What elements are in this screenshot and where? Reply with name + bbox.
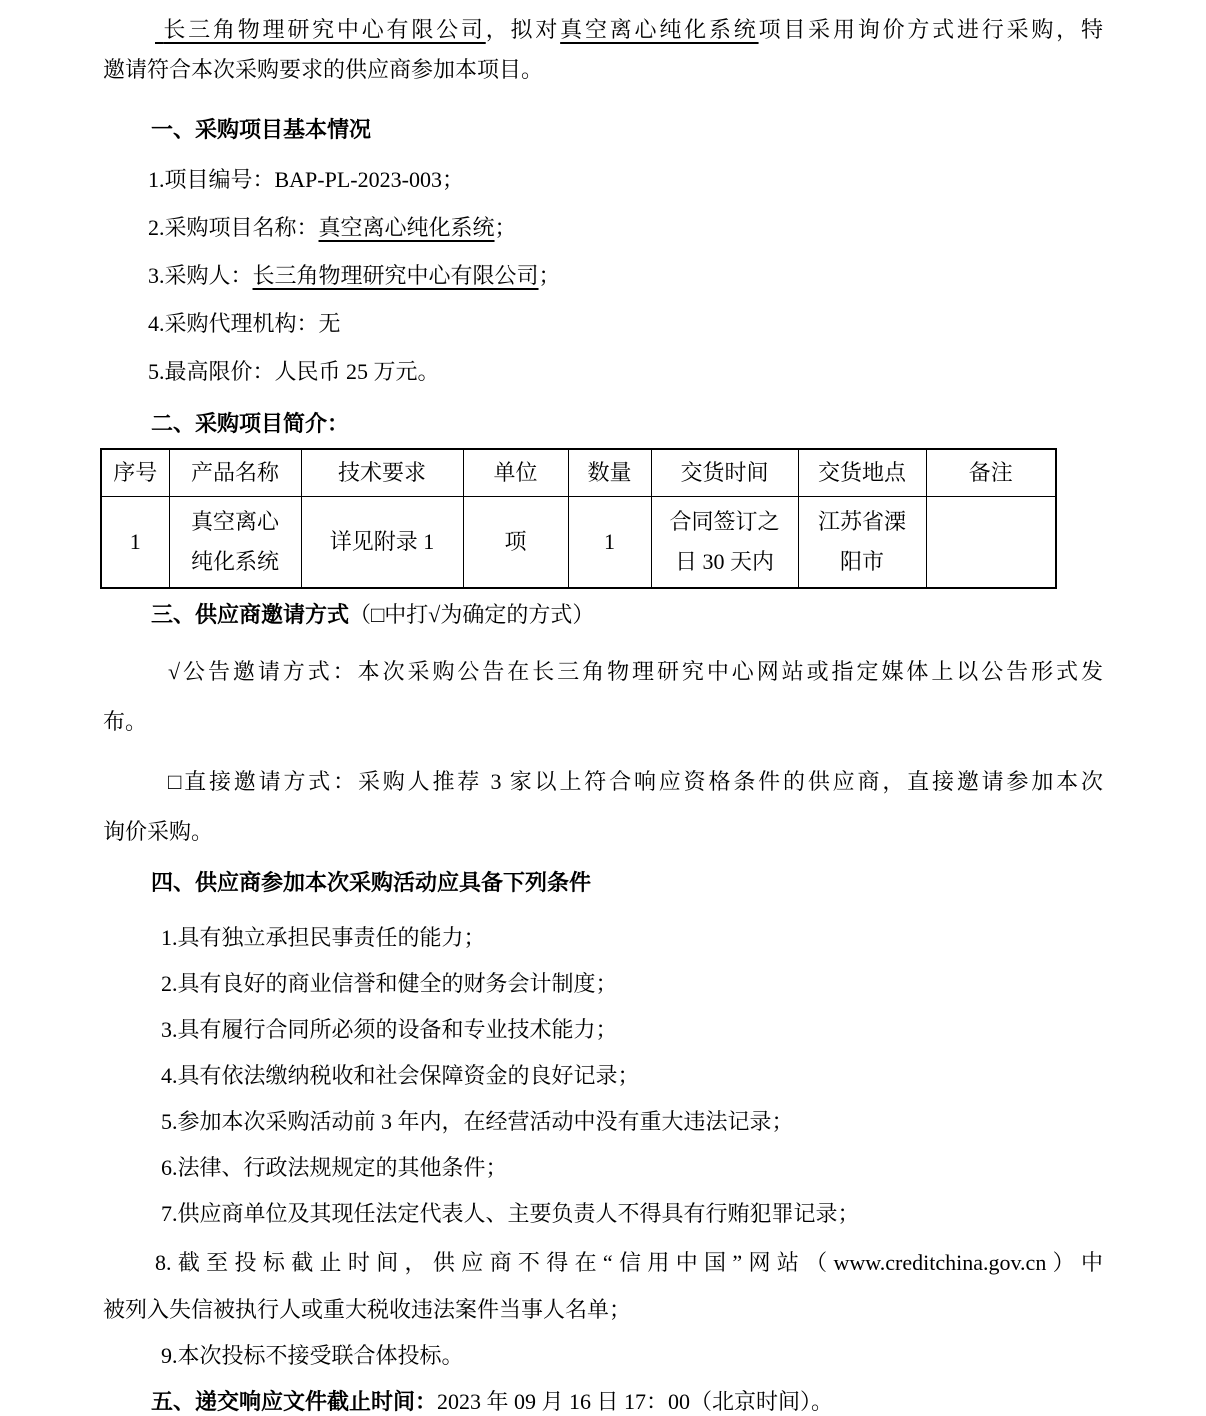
item-project-name-suffix: ； [494,215,517,240]
intro-paragraph-line-2: 邀请符合本次采购要求的供应商参加本项目。 [103,57,544,82]
cell-delivery-time: 合同签订之 日 30 天内 [651,497,798,589]
header-remark: 备注 [926,449,1056,497]
item-project-name [103,204,1103,252]
cell-seq: 1 [101,497,169,589]
cell-remark [926,497,1056,589]
header-product: 产品名称 [169,449,301,497]
section-3-heading [103,599,1103,631]
header-seq: 序号 [101,449,169,497]
header-delivery-place: 交货地点 [798,449,926,497]
condition-item-5: 5.参加本次采购活动前 3 年内，在经营活动中没有重大违法记录； [161,1109,794,1134]
direct-invite-line-1: □直接邀请方式：采购人推荐 3 家以上符合响应资格条件的供应商，直接邀请参加本次 [168,769,1103,794]
cell-unit: 项 [463,497,568,589]
header-unit: 单位 [463,449,568,497]
section-4-heading: 四、供应商参加本次采购活动应具备下列条件 [151,870,592,895]
table-row [101,497,1056,589]
condition-item-1: 1.具有独立承担民事责任的能力； [161,925,486,950]
item-agency: 4.采购代理机构：无 [148,311,341,336]
item-purchaser [103,252,1103,300]
condition-item-3: 3.具有履行合同所必须的设备和专业技术能力； [161,1017,618,1042]
procurement-table [100,448,1057,589]
condition-item-8-line-1: 8.截至投标截止时间，供应商不得在“信用中国”网站（www.creditchina.gov.cn）中 [155,1250,1103,1275]
condition-item-4: 4.具有依法缴纳税收和社会保障资金的良好记录； [161,1063,640,1088]
cell-qty: 1 [568,497,651,589]
section-3-heading-note: （□中打√为确定的方式） [349,602,595,627]
section-1-list [103,156,1103,396]
section-2-heading: 二、采购项目简介： [151,411,350,436]
item-project-name-label: 2.采购项目名称： [148,215,319,240]
section-5-heading [103,1385,1103,1416]
item-price-limit: 5.最高限价：人民币 25 万元。 [148,359,440,384]
cell-product: 真空离心 纯化系统 [169,497,301,589]
section-5-heading-bold: 五、递交响应文件截止时间： [151,1389,438,1414]
item-purchaser-value: 长三角物理研究中心有限公司 [252,263,539,288]
cell-tech: 详见附录 1 [301,497,463,589]
public-invite-line-2: 布。 [103,709,148,734]
intro-text-sep: ，拟对 [485,17,561,42]
deadline-value: 2023 年 09 月 16 日 17：00（北京时间）。 [437,1389,834,1414]
condition-item-6: 6.法律、行政法规规定的其他条件； [161,1155,508,1180]
buyer-name-underlined: 长三角物理研究中心有限公司 [163,17,486,42]
condition-item-8-line-2: 被列入失信被执行人或重大税收违法案件当事人名单； [103,1297,632,1322]
cell-delivery-place: 江苏省溧 阳市 [798,497,926,589]
item-project-name-value: 真空离心纯化系统 [318,215,495,240]
table-header-row [101,449,1056,497]
header-delivery-time: 交货时间 [651,449,798,497]
section-1-heading: 一、采购项目基本情况 [151,117,372,142]
item-project-number: 1.项目编号：BAP-PL-2023-003； [148,167,464,192]
condition-item-2: 2.具有良好的商业信誉和健全的财务会计制度； [161,971,618,996]
intro-paragraph-line-1 [103,10,1103,50]
header-qty: 数量 [568,449,651,497]
item-purchaser-label: 3.采购人： [148,263,253,288]
section-3-heading-bold: 三、供应商邀请方式 [151,602,350,627]
item-purchaser-suffix: ； [538,263,561,288]
condition-item-7: 7.供应商单位及其现任法定代表人、主要负责人不得具有行贿犯罪记录； [161,1201,860,1226]
project-name-underlined: 真空离心纯化系统 [560,17,759,42]
condition-item-9: 9.本次投标不接受联合体投标。 [161,1343,464,1368]
direct-invite-line-2: 询价采购。 [103,819,214,844]
header-tech: 技术要求 [301,449,463,497]
intro-text-rest: 项目采用询价方式进行采购，特 [758,17,1103,42]
public-invite-line-1: √公告邀请方式：本次采购公告在长三角物理研究中心网站或指定媒体上以公告形式发 [168,659,1103,684]
